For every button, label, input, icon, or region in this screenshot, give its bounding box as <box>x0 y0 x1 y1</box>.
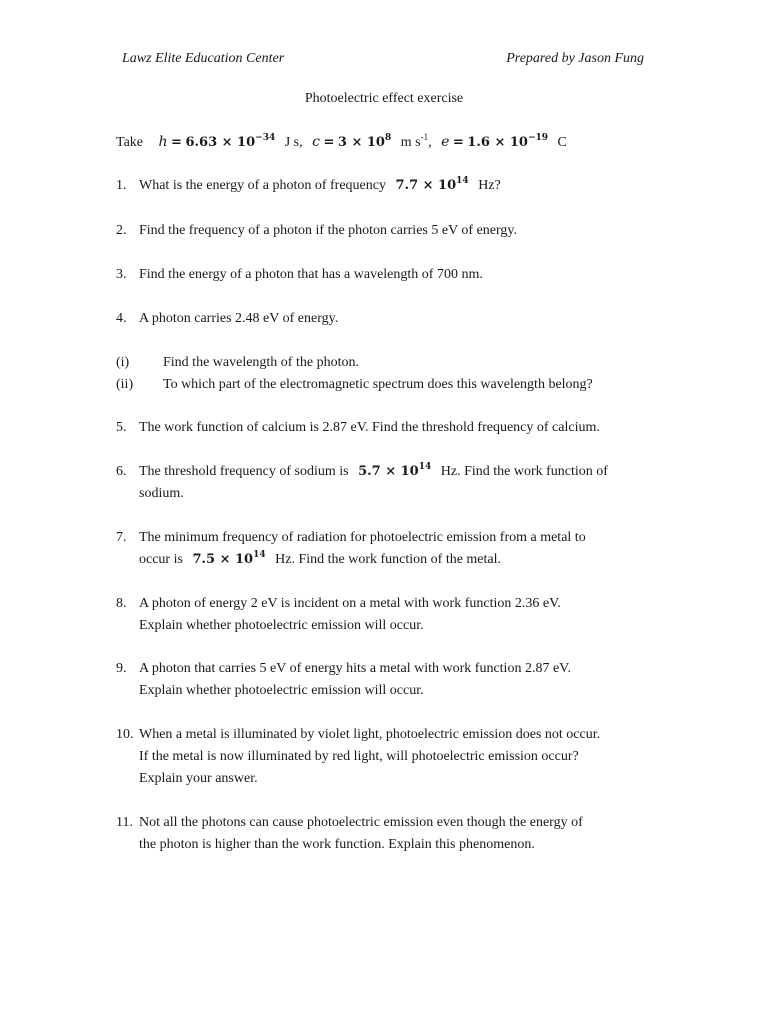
question-text: The minimum frequency of radiation for photoelectric emission from a metal to <box>139 530 586 545</box>
question-number: 6. <box>116 464 127 479</box>
subpart-i <box>116 352 359 374</box>
charge-unit: C <box>557 135 567 150</box>
threshold-frequency-value: 5.7 × 10 <box>358 464 419 479</box>
question-4 <box>116 308 656 330</box>
charge-equals: = <box>452 135 464 150</box>
light-speed-equals: = <box>323 135 335 150</box>
question-text: Find the energy of a photon that has a wavelength of 700 nm. <box>139 267 483 282</box>
question-number: 5. <box>116 420 127 435</box>
question-number: 1. <box>116 178 127 193</box>
question-text: When a metal is illuminated by violet light, photoelectric emission does not occur. <box>139 727 601 742</box>
question-text-continued: Hz. Find the work function of <box>440 464 608 479</box>
question-text-line-2: Explain whether photoelectric emission will occur. <box>139 683 424 698</box>
question-number: 2. <box>116 223 127 238</box>
minimum-frequency-value: 7.5 × 10 <box>192 552 254 567</box>
question-9 <box>116 658 656 702</box>
given-constants <box>116 134 567 151</box>
planck-value: 6.63 × 10 <box>185 135 256 150</box>
question-1 <box>116 175 656 197</box>
question-text: The work function of calcium is 2.87 eV. Find the threshold frequency of calcium. <box>139 420 600 435</box>
question-text: A photon of energy 2 eV is incident on a metal with work function 2.36 eV. <box>139 596 561 611</box>
question-text-continued: Hz. Find the work function of the metal. <box>275 552 502 567</box>
question-2 <box>116 220 656 242</box>
question-number: 3. <box>116 267 127 282</box>
question-7 <box>116 527 656 571</box>
planck-exponent: −34 <box>255 133 276 143</box>
threshold-frequency-exponent: 14 <box>418 462 432 472</box>
subpart-text: To which part of the electromagnetic spectrum does this wavelength belong? <box>163 377 593 392</box>
light-speed-comma: , <box>428 135 432 150</box>
question-11 <box>116 812 656 856</box>
charge-value: 1.6 × 10 <box>467 135 528 150</box>
light-speed-symbol: c <box>312 134 320 150</box>
frequency-exponent: 14 <box>456 176 469 186</box>
light-speed-unit: m s <box>400 135 421 150</box>
header-author: Prepared by Jason Fung <box>506 51 644 66</box>
frequency-unit: Hz? <box>478 178 501 193</box>
question-number: 9. <box>116 661 127 676</box>
charge-symbol: e <box>441 134 450 150</box>
question-6 <box>116 461 656 505</box>
question-8 <box>116 593 656 637</box>
subpart-label: (ii) <box>116 377 134 392</box>
question-text: What is the energy of a photon of frequency <box>139 178 386 193</box>
question-number: 4. <box>116 311 127 326</box>
question-text-line-2: sodium. <box>139 486 184 501</box>
planck-equals: = <box>171 135 182 150</box>
frequency-value: 7.7 × 10 <box>395 178 457 193</box>
header-organization: Lawz Elite Education Center <box>122 51 285 66</box>
charge-exponent: −19 <box>527 133 549 143</box>
light-speed-exponent: 8 <box>384 133 392 143</box>
question-number: 10. <box>116 727 134 742</box>
question-text-line-2: Explain whether photoelectric emission will occur. <box>139 618 424 633</box>
question-10 <box>116 724 656 790</box>
light-speed-value: 3 × 10 <box>337 135 385 150</box>
subpart-text: Find the wavelength of the photon. <box>163 355 359 370</box>
planck-symbol: h <box>158 134 168 150</box>
given-take-label: Take <box>116 135 144 150</box>
question-text: The threshold frequency of sodium is <box>139 464 349 479</box>
question-text: A photon that carries 5 eV of energy hits a metal with work function 2.87 eV. <box>139 661 571 676</box>
question-number: 11. <box>116 815 133 830</box>
question-text-line-3: Explain your answer. <box>139 771 258 786</box>
light-speed-unit-exponent: -1 <box>420 132 429 142</box>
question-3 <box>116 264 656 286</box>
question-text-line-2: the photon is higher than the work function. Explain this phenomenon. <box>139 837 535 852</box>
minimum-frequency-exponent: 14 <box>253 550 266 560</box>
subpart-ii <box>116 374 593 396</box>
planck-unit: J s, <box>284 135 303 150</box>
subpart-label: (i) <box>116 355 130 370</box>
question-number: 7. <box>116 530 127 545</box>
question-text: A photon carries 2.48 eV of energy. <box>139 311 339 326</box>
question-5 <box>116 417 676 439</box>
question-text-line-2: occur is <box>139 552 183 567</box>
question-text: Not all the photons can cause photoelectric emission even though the energy of <box>139 815 583 830</box>
page-title: Photoelectric effect exercise <box>304 91 464 106</box>
question-text: Find the frequency of a photon if the photon carries 5 eV of energy. <box>139 223 518 238</box>
question-text-line-2: If the metal is now illuminated by red light, will photoelectric emission occur? <box>139 749 579 764</box>
question-number: 8. <box>116 596 127 611</box>
